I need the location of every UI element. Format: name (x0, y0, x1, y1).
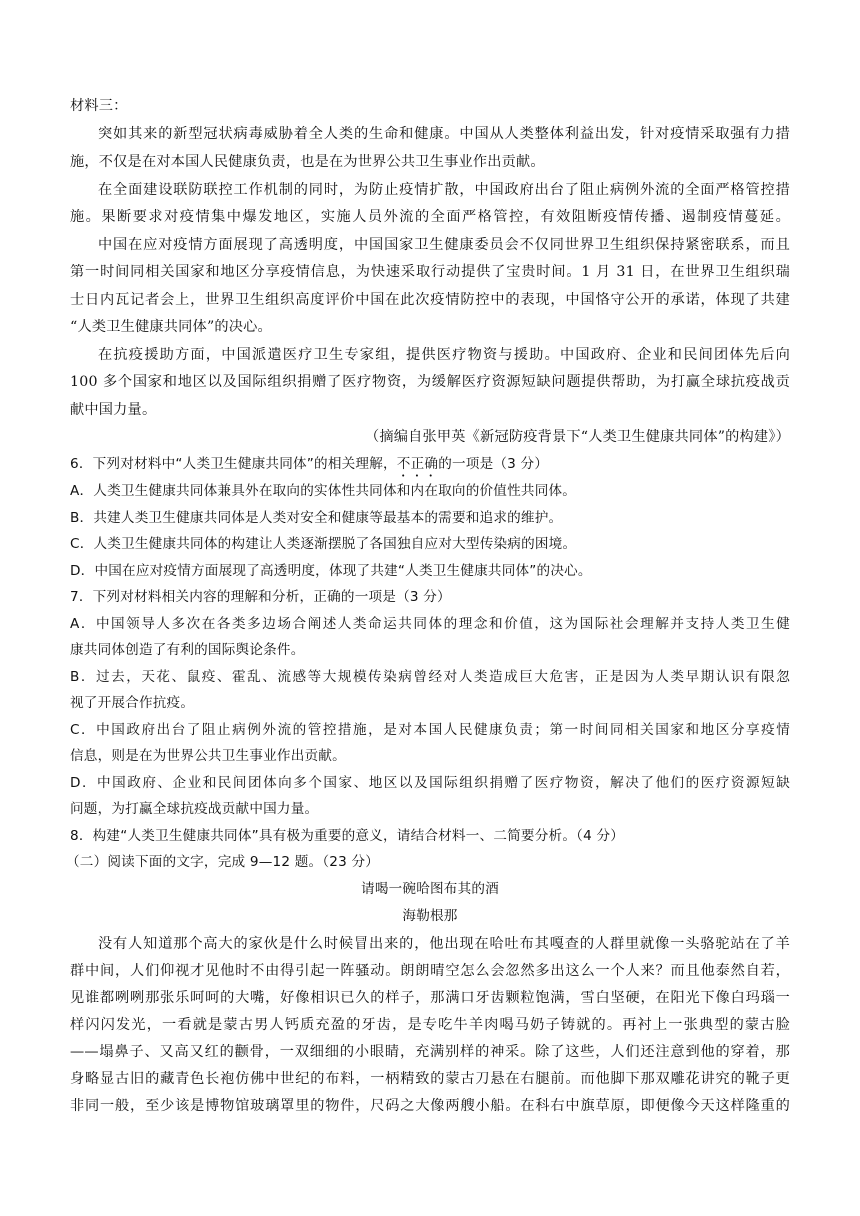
question-7-option-a-line2: 康共同体创造了有利的国际舆论条件。 (70, 642, 305, 658)
material-three-p3-line3: 士日内瓦记者会上，世界卫生组织高度评价中国在此次疫情防控中的表现，中国恪守公开的承诺，体现了共建 (70, 292, 790, 308)
question-7-option-c-line1: C．中国政府出台了阻止病例外流的管控措施，是对本国人民健康负责；第一时间同相关国家和地区分享疫情 (70, 722, 790, 738)
question-6-option-a: A．人类卫生健康共同体兼具外在取向的实体性共同体和内在取向的价值性共同体。 (70, 483, 577, 499)
story-line-6: 身略显古旧的藏青色长袍仿佛中世纪的布料，一柄精致的蒙古刀悬在右腿前。而他脚下那双雕花讲究的靴子更 (70, 1071, 790, 1087)
story-line-3: 见谁都咧咧那张乐呵呵的大嘴，好像相识已久的样子，那满口牙齿颗粒饱满，雪白坚硬，在阳光下像白玛瑙一 (70, 990, 790, 1006)
material-three-p3-line4: “人类卫生健康共同体”的决心。 (70, 319, 272, 335)
question-6-stem (70, 454, 790, 480)
story-title: 请喝一碗哈图布其的酒 (361, 881, 499, 897)
material-three-p3-line1: 中国在应对疫情方面展现了高透明度，中国国家卫生健康委员会不仅同世界卫生组织保持紧密联系，而且 (98, 237, 790, 253)
question-6-option-c: C．人类卫生健康共同体的构建让人类逐渐摆脱了各国独自应对大型传染病的困境。 (70, 536, 577, 552)
story-line-4: 样闪闪发光，一看就是蒙古男人钙质充盈的牙齿，是专吃牛羊肉喝马奶子铸就的。再衬上一张典型的蒙古脸 (70, 1017, 790, 1033)
q6-stem-before: 6．下列对材料中“人类卫生健康共同体”的相关理解， (70, 456, 397, 472)
material-three-p3-line2: 第一时间同相关国家和地区分享疫情信息，为快速采取行动提供了宝贵时间。1 月 31 日，在世界卫生组织瑞 (70, 264, 790, 280)
question-6-option-b: B．共建人类卫生健康共同体是人类对安全和健康等最基本的需要和追求的维护。 (70, 510, 563, 526)
question-7-option-c-line2: 信息，则是在为世界公共卫生事业作出贡献。 (70, 748, 346, 764)
story-line-5: ——塌鼻子、又高又红的颧骨，一双细细的小眼睛，充满别样的神采。除了这些，人们还注意到他的穿着，那 (70, 1044, 790, 1060)
material-three-source: （摘编自张甲英《新冠防疫背景下“人类卫生健康共同体”的构建》） (364, 429, 790, 445)
q6-stem-after: 的一项是（3 分） (438, 456, 549, 472)
question-7-option-b-line1: B．过去，天花、鼠疫、霍乱、流感等大规模传染病曾经对人类造成巨大危害，正是因为人类早期认识有限忽 (70, 669, 790, 685)
material-three-p4-line2: 100 多个国家和地区以及国际组织捐赠了医疗物资，为缓解医疗资源短缺问题提供帮助，为打赢全球抗疫战贡 (70, 374, 790, 390)
question-6-option-d: D．中国在应对疫情方面展现了高透明度，体现了共建“人类卫生健康共同体”的决心。 (70, 563, 592, 579)
story-line-7: 非同一般，至少该是博物馆玻璃罩里的物件，尺码之大像两艘小船。在科右中旗草原，即便像今天这样隆重的 (70, 1098, 790, 1114)
story-author: 海勒根那 (402, 908, 458, 924)
material-three-p2-line2: 施。果断要求对疫情集中爆发地区，实施人员外流的全面严格管控，有效阻断疫情传播、遏制疫情蔓延。 (70, 209, 790, 225)
question-7-option-a-line1: A．中国领导人多次在各类多边场合阐述人类命运共同体的理念和价值，这为国际社会理解并支持人类卫生健 (70, 616, 790, 632)
material-three-p4-line1: 在抗疫援助方面，中国派遣医疗卫生专家组，提供医疗物资与援助。中国政府、企业和民间团体先后向 (98, 347, 790, 363)
story-line-2: 群中间，人们仰视才见他时不由得引起一阵骚动。朗朗晴空怎么会忽然多出这么一个人来？而且他泰然自若， (70, 963, 790, 979)
material-three-p2-line1: 在全面建设联防联控工作机制的同时，为防止疫情扩散，中国政府出台了阻止病例外流的全面严格管控措 (98, 182, 790, 198)
section-two-intro: （二）阅读下面的文字，完成 9—12 题。（23 分） (66, 854, 380, 870)
material-three-heading: 材料三： (70, 98, 128, 114)
question-7-option-d-line1: D．中国政府、企业和民间团体向多个国家、地区以及国际组织捐赠了医疗物资，解决了他们的医疗资源短缺 (70, 775, 790, 791)
q6-stem-emphasis: 不正确 (396, 456, 439, 472)
story-line-1: 没有人知道那个高大的家伙是什么时候冒出来的，他出现在哈吐布其嘎查的人群里就像一头骆驼站在了羊 (98, 936, 790, 952)
question-7-stem: 7．下列对材料相关内容的理解和分析，正确的一项是（3 分） (70, 589, 451, 605)
material-three-p1-line2: 施，不仅是在对本国人民健康负责，也是在为世界公共卫生事业作出贡献。 (70, 154, 545, 170)
question-7-option-d-line2: 问题，为打赢全球抗疫战贡献中国力量。 (70, 801, 319, 817)
question-8-stem: 8．构建“人类卫生健康共同体”具有极为重要的意义，请结合材料一、二简要分析。（4 分） (70, 828, 625, 844)
question-7-option-b-line2: 视了开展合作抗疫。 (70, 695, 195, 711)
material-three-p4-line3: 献中国力量。 (70, 402, 157, 418)
material-three-p1-line1: 突如其来的新型冠状病毒威胁着全人类的生命和健康。中国从人类整体利益出发，针对疫情采取强有力措 (98, 126, 790, 142)
